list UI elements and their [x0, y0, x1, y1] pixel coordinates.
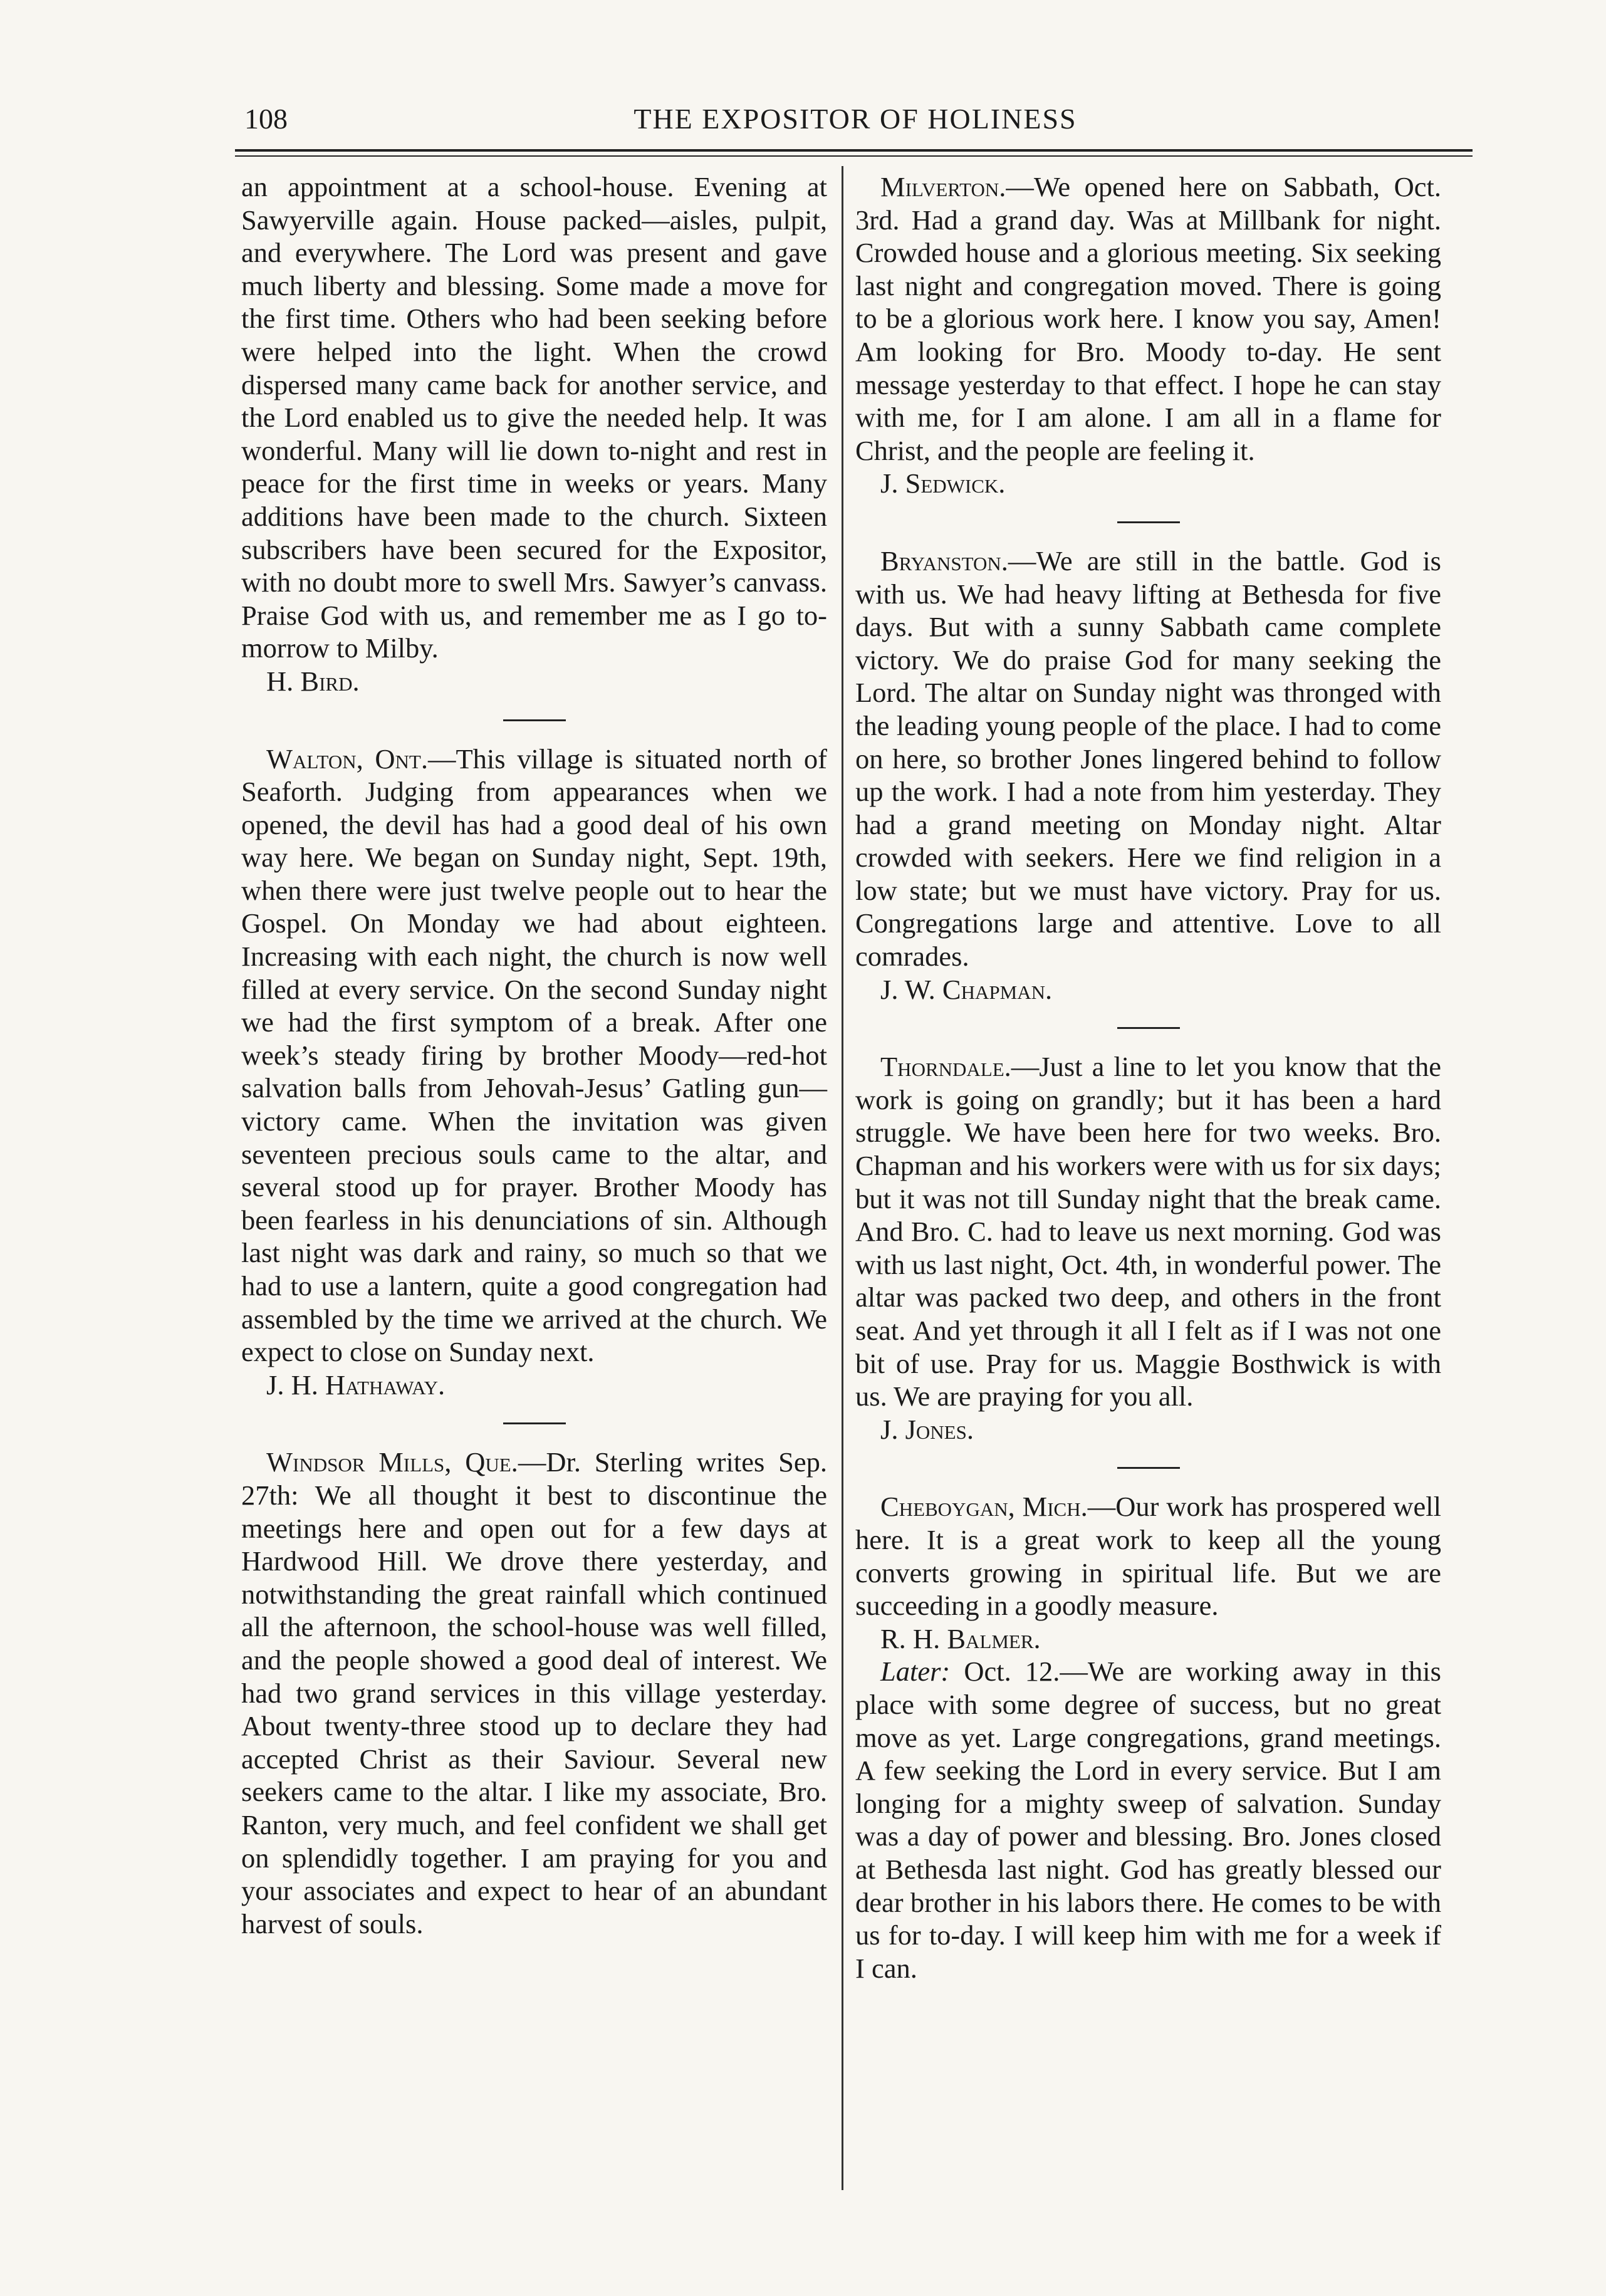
- report-thorndale: [855, 1050, 1441, 1446]
- column-divider: [842, 166, 843, 2190]
- report-bryanston: [855, 545, 1441, 1006]
- page-header: [244, 94, 1466, 144]
- section-rule: [503, 1422, 566, 1424]
- report-place: Windsor Mills, Que.: [266, 1446, 518, 1478]
- report-text: —Just a line to let you know that the work is going on grandly; but it has been a hard struggle. We have been here for two weeks. Bro. Chapman and his workers were with us for six days; but it was not till Sunday night that the break came. And Bro. C. had to leave us next morning. God was with us last night, Oct. 4th, in wonderful power. The altar was packed two deep, and others in the front seat. And yet through it all I felt as if I was not one bit of use. Pray for us. Maggie Bosthwick is with us. We are praying for you all.: [855, 1051, 1441, 1412]
- report-text: —We are still in the battle. God is with us. We had heavy lifting at Bethesda for five days. But with a sunny Sabbath came complete victory. We do praise God for many seeking the Lord. The altar on Sunday night was thronged with the leading young people of the place. I had to come on here, so brother Jones lingered behind to follow up the work. I had a note from him yesterday. They had a grand meeting on Monday night. Altar crowded with seekers. Here we find religion in a low state; but we must have victory. Pray for us. Congregations large and attentive. Love to all comrades.: [855, 545, 1441, 973]
- section-rule: [503, 719, 566, 721]
- report-text: an appointment at a school-house. Evening at Sawyerville again. House packed—aisles, pulpit, and everywhere. The Lord was present and gave much liberty and blessing. Some made a move for the first time. Others who had been seeking before were helped into the light. When the crowd dispersed many came back for another service, and the Lord enabled us to give the needed help. It was wonderful. Many will lie down to-night and rest in peace for the first time in weeks or years. Many additions have been made to the church. Sixteen subscribers have been secured for the Expositor, with no doubt more to swell Mrs. Sawyer’s canvass. Praise God with us, and remember me as I go to-morrow to Milby.: [241, 171, 827, 664]
- report-signature: H. Bird.: [266, 665, 360, 697]
- report-paragraph: [241, 743, 827, 1369]
- section-rule: [1117, 1027, 1180, 1029]
- left-column: [241, 170, 827, 1940]
- report-text: —Our work has prospered well here. It is a great work to keep all the young converts growing in spiritual life. But we are succeeding in a goodly measure.: [855, 1491, 1441, 1622]
- report-signature: J. Jones.: [880, 1413, 974, 1445]
- report-paragraph-later: [855, 1655, 1441, 1985]
- report-paragraph: [241, 1446, 827, 1940]
- report-text: —We opened here on Sabbath, Oct. 3rd. Had a grand day. Was at Millbank for night. Crowded house and a glorious meeting. Six seeking last night and congregation moved. There is going to be a glorious work here. I know you say, Amen! Am looking for Bro. Moody to-day. He sent message yesterday to that effect. I hope he can stay with me, for I am alone. I am all in a flame for Christ, and the people are feeling it.: [855, 171, 1441, 466]
- report-place: Walton, Ont.: [266, 743, 428, 775]
- right-column: [855, 170, 1441, 1985]
- report-cheboygan: [855, 1490, 1441, 1985]
- report-text: —Dr. Sterling writes Sep. 27th: We all thought it best to discontinue the meetings here and open out for a few days at Hardwood Hill. We drove there yesterday, and notwithstanding the great rainfall which continued all the afternoon, the school-house was well filled, and the people showed a good deal of interest. We had two grand services in this village yesterday. About twenty-three stood up to declare they had accepted Christ as their Saviour. Several new seekers came to the altar. I like my associate, Bro. Ranton, very much, and feel confident we shall get on splendidly together. I am praying for you and your associates and expect to hear of an abundant harvest of souls.: [241, 1446, 827, 1939]
- report-paragraph: [855, 1490, 1441, 1622]
- report-windsor-mills: [241, 1446, 827, 1940]
- header-rule-thin: [235, 155, 1473, 157]
- report-bird: [241, 170, 827, 698]
- report-place: Cheboygan, Mich.: [880, 1491, 1088, 1523]
- report-signature: R. H. Balmer.: [880, 1622, 1041, 1654]
- report-text: —This village is situated north of Seaforth. Judging from appearances when we opened, the devil has had a good deal of his own way here. We began on Sunday night, Sept. 19th, when there were just twelve people out to hear the Gospel. On Monday we had about eighteen. Increasing with each night, the church is now well filled at every service. On the second Sunday night we had the first symptom of a break. After one week’s steady firing by brother Moody—red-hot salvation balls from Jehovah-Jesus’ Gatling gun—victory came. When the invitation was given seventeen precious souls came to the altar, and several stood up for prayer. Brother Moody has been fearless in his denunciations of sin. Although last night was dark and rainy, so much so that we had to use a lantern, quite a good congregation had assembled by the time we arrived at the church. We expect to close on Sunday next.: [241, 743, 827, 1368]
- report-paragraph: [855, 545, 1441, 973]
- header-rule: [235, 149, 1473, 152]
- report-text: Oct. 12.—We are working away in this place with some degree of success, but no great move as yet. Large congregations, grand meetings. A few seeking the Lord in every service. But I am longing for a mighty sweep of salvation. Sunday was a day of power and blessing. Bro. Jones closed at Bethesda last night. God has greatly blessed our dear brother in his labors there. He comes to be with us for to-day. I will keep him with me for a week if I can.: [855, 1656, 1441, 1984]
- report-milverton: [855, 170, 1441, 500]
- report-signature: J. H. Hathaway.: [266, 1369, 446, 1401]
- section-rule: [1117, 1467, 1180, 1469]
- report-paragraph: [855, 170, 1441, 467]
- report-place: Bryanston.: [880, 545, 1008, 577]
- report-place: Thorndale.: [880, 1051, 1011, 1083]
- running-title: THE EXPOSITOR OF HOLINESS: [634, 103, 1077, 135]
- page-number: 108: [244, 103, 288, 135]
- section-rule: [1117, 521, 1180, 523]
- report-signature: J. Sedwick.: [880, 467, 1006, 499]
- report-paragraph: [855, 1050, 1441, 1413]
- report-walton: [241, 743, 827, 1402]
- report-signature: J. W. Chapman.: [880, 973, 1053, 1005]
- later-label: Later:: [880, 1656, 951, 1688]
- report-place: Milverton.: [880, 171, 1006, 202]
